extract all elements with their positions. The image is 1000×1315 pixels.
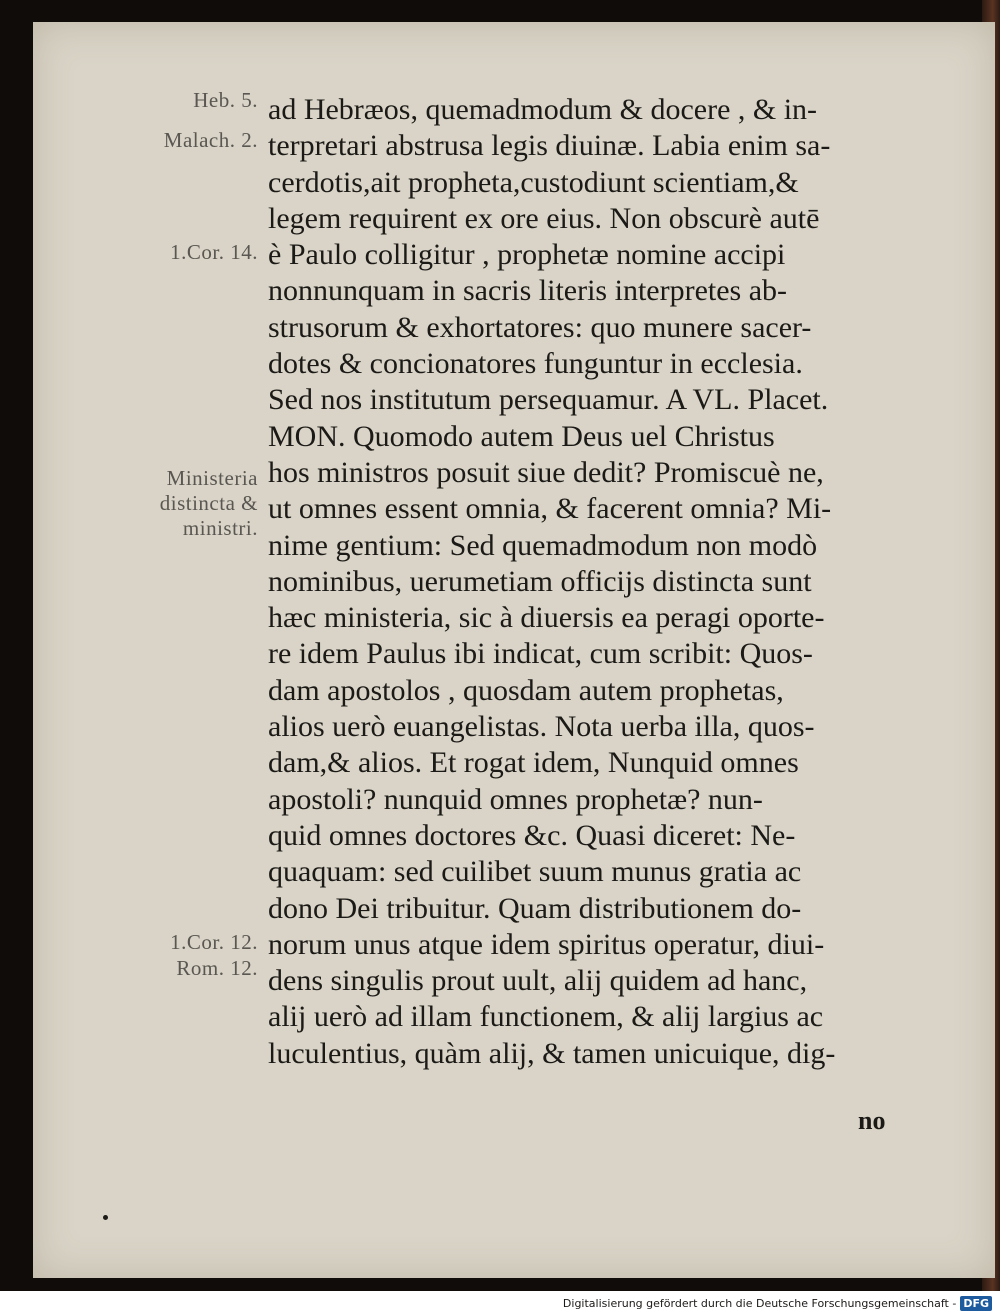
text-line: hos ministros posuit siue dedit? Promiscuè ne, (268, 455, 824, 489)
text-line: nime gentium: Sed quemadmodum non modò (268, 528, 818, 562)
text-line: MON. Quomodo autem Deus uel Christus (268, 419, 775, 453)
text-line: alios uerò euangelistas. Nota uerba illa, quos- (268, 710, 815, 744)
text-line: apostoli? nunquid omnes prophetæ? nun- (268, 782, 763, 816)
text-line: norum unus atque idem spiritus operatur, diui- (268, 927, 825, 961)
footer-bar (0, 1291, 1000, 1315)
footer-credit: Digitalisierung gefördert durch die Deutsche Forschungsgemeinschaft - (562, 1296, 957, 1310)
margin-note-cor14: 1.Cor. 14. (170, 240, 258, 264)
text-line: dens singulis prout uult, alij quidem ad hanc, (268, 964, 808, 998)
ink-dot (103, 1215, 108, 1220)
text-line: quaquam: sed cuilibet suum munus gratia ac (268, 855, 802, 889)
text-line: Sed nos institutum persequamur. A VL. Placet. (268, 383, 829, 417)
text-line: dam apostolos , quosdam autem prophetas, (268, 673, 784, 707)
text-line: terpretari abstrusa legis diuinæ. Labia enim sa- (268, 129, 831, 163)
dfg-logo: DFG (960, 1296, 992, 1311)
margin-note-cor12: 1.Cor. 12. (170, 930, 258, 954)
margin-note-heb: Heb. 5. (193, 88, 258, 112)
text-line: quid omnes doctores &c. Quasi diceret: Ne- (268, 818, 796, 852)
text-line: è Paulo colligitur , prophetæ nomine accipi (268, 238, 786, 272)
text-line: hæc ministeria, sic à diuersis ea peragi oporte- (268, 601, 825, 635)
text-line: ad Hebræos, quemadmodum & docere , & in- (268, 93, 818, 126)
text-line: ut omnes essent omnia, & facerent omnia? Mi- (268, 492, 832, 526)
catchword: no (858, 1106, 886, 1135)
text-line: strusorum & exhortatores: quo munere sacer- (268, 310, 812, 344)
text-line: legem requirent ex ore eius. Non obscurè autē (268, 201, 820, 235)
text-line: dotes & concionatores funguntur in ecclesia. (268, 347, 803, 381)
text-line: alij uerò ad illam functionem, & alij largius ac (268, 1000, 824, 1034)
main-text (268, 92, 918, 1072)
text-line: luculentius, quàm alij, & tamen unicuique, dig- (268, 1036, 836, 1070)
text-line: nominibus, uerumetiam officijs distincta sunt (268, 564, 812, 598)
margin-note-ministeria-1: Ministeria (166, 466, 258, 490)
margin-note-ministeria-3: ministri. (182, 516, 258, 540)
text-line: re idem Paulus ibi indicat, cum scribit: Quos- (268, 637, 813, 671)
text-line: cerdotis,ait propheta,custodiunt scientiam,& (268, 165, 799, 199)
text-line: dono Dei tribuitur. Quam distributionem do- (268, 891, 802, 925)
margin-note-ministeria-2: distincta & (159, 491, 258, 515)
text-line: nonnunquam in sacris literis interpretes ab- (268, 274, 788, 308)
margin-note-rom12: Rom. 12. (176, 956, 258, 980)
text-line: dam,& alios. Et rogat idem, Nunquid omnes (268, 746, 799, 780)
margin-note-malach: Malach. 2. (163, 128, 258, 152)
